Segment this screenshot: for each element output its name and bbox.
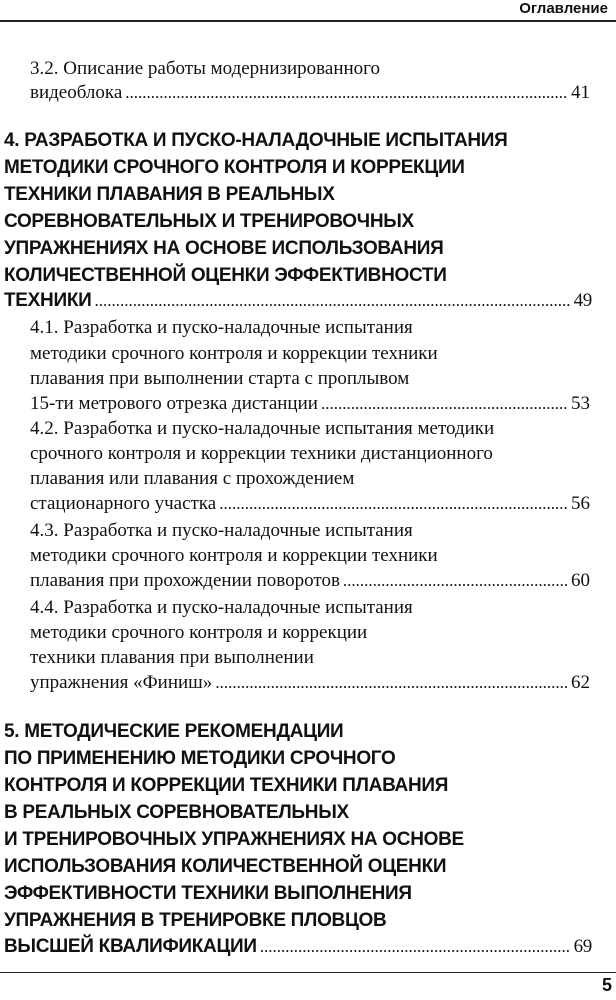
toc-heading-line: УПРАЖНЕНИЯХ НА ОСНОВЕ ИСПОЛЬЗОВАНИЯ (4, 238, 444, 259)
toc-heading-line: СОРЕВНОВАТЕЛЬНЫХ И ТРЕНИРОВОЧНЫХ (4, 211, 414, 232)
toc-line-last: видеоблока ..... 41 (30, 80, 590, 106)
dot-leader (215, 670, 568, 696)
toc-heading-line: КОЛИЧЕСТВЕННОЙ ОЦЕНКИ ЭФФЕКТИВНОСТИ (4, 265, 447, 286)
toc-heading-line: ТЕХНИКИ ПЛАВАНИЯ В РЕАЛЬНЫХ (4, 184, 335, 205)
toc-page-number: 41 (571, 82, 590, 103)
toc-heading-line: ЭФФЕКТИВНОСТИ ТЕХНИКИ ВЫПОЛНЕНИЯ (4, 883, 412, 904)
toc-line: 4.4. Разработка и пуско-наладочные испытания (30, 597, 413, 618)
toc-line: методики срочного контроля и коррекции техники (30, 343, 438, 364)
dot-leader (321, 391, 568, 417)
toc-heading-line: В РЕАЛЬНЫХ СОРЕВНОВАТЕЛЬНЫХ (4, 802, 349, 823)
toc-line: 3.2. Описание работы модернизированного (30, 58, 380, 79)
toc-heading-line: ИСПОЛЬЗОВАНИЯ КОЛИЧЕСТВЕННОЙ ОЦЕНКИ (4, 856, 447, 877)
toc-line: плавания или плавания с прохождением (30, 468, 355, 489)
toc-page-number: 49 (573, 290, 592, 311)
toc-heading-line: И ТРЕНИРОВОЧНЫХ УПРАЖНЕНИЯХ НА ОСНОВЕ (4, 829, 464, 850)
toc-page-number: 69 (573, 936, 592, 957)
toc-heading-line-last: ТЕХНИКИ ..... 49 (4, 288, 592, 314)
toc-heading-line: 5. МЕТОДИЧЕСКИЕ РЕКОМЕНДАЦИИ (4, 721, 344, 742)
toc-page-number: 53 (571, 393, 590, 414)
toc-line: 4.2. Разработка и пуско-наладочные испытания методики (30, 418, 495, 439)
toc-heading-line-last: ВЫСШЕЙ КВАЛИФИКАЦИИ ..... 69 (4, 934, 592, 960)
dot-leader (94, 288, 570, 314)
toc-page-number: 60 (571, 570, 590, 591)
toc-line-last: стационарного участка ..... 56 (30, 491, 590, 517)
toc-line: методики срочного контроля и коррекции (30, 622, 368, 643)
toc-page-number: 62 (571, 672, 590, 693)
dot-leader (125, 80, 568, 106)
toc-page-number: 56 (571, 493, 590, 514)
toc-heading-line: 4. РАЗРАБОТКА И ПУСКО-НАЛАДОЧНЫЕ ИСПЫТАНИЯ (4, 130, 508, 151)
toc-line: 4.3. Разработка и пуско-наладочные испытания (30, 520, 413, 541)
footer-rule (0, 972, 616, 973)
dot-leader (260, 934, 571, 960)
dot-leader (343, 568, 568, 594)
toc-line-last: упражнения «Финиш» ..... 62 (30, 670, 590, 696)
toc-line: срочного контроля и коррекции техники дистанционного (30, 443, 493, 464)
toc-line-last: плавания при прохождении поворотов ..... 60 (30, 568, 590, 594)
toc-heading-line: УПРАЖНЕНИЯ В ТРЕНИРОВКЕ ПЛОВЦОВ (4, 910, 387, 931)
toc-line: плавания при выполнении старта с проплывом (30, 368, 410, 389)
toc-heading-line: МЕТОДИКИ СРОЧНОГО КОНТРОЛЯ И КОРРЕКЦИИ (4, 157, 465, 178)
toc-line: методики срочного контроля и коррекции техники (30, 545, 438, 566)
toc-heading-line: КОНТРОЛЯ И КОРРЕКЦИИ ТЕХНИКИ ПЛАВАНИЯ (4, 775, 449, 796)
dot-leader (219, 491, 568, 517)
toc-line: 4.1. Разработка и пуско-наладочные испытания (30, 317, 413, 338)
toc-line-last: 15-ти метрового отрезка дистанции ..... 53 (30, 391, 590, 417)
toc-heading-line: ПО ПРИМЕНЕНИЮ МЕТОДИКИ СРОЧНОГО (4, 748, 396, 769)
toc-line: техники плавания при выполнении (30, 647, 314, 668)
page-number: 5 (601, 975, 612, 995)
running-header-title: Оглавление (519, 0, 608, 17)
